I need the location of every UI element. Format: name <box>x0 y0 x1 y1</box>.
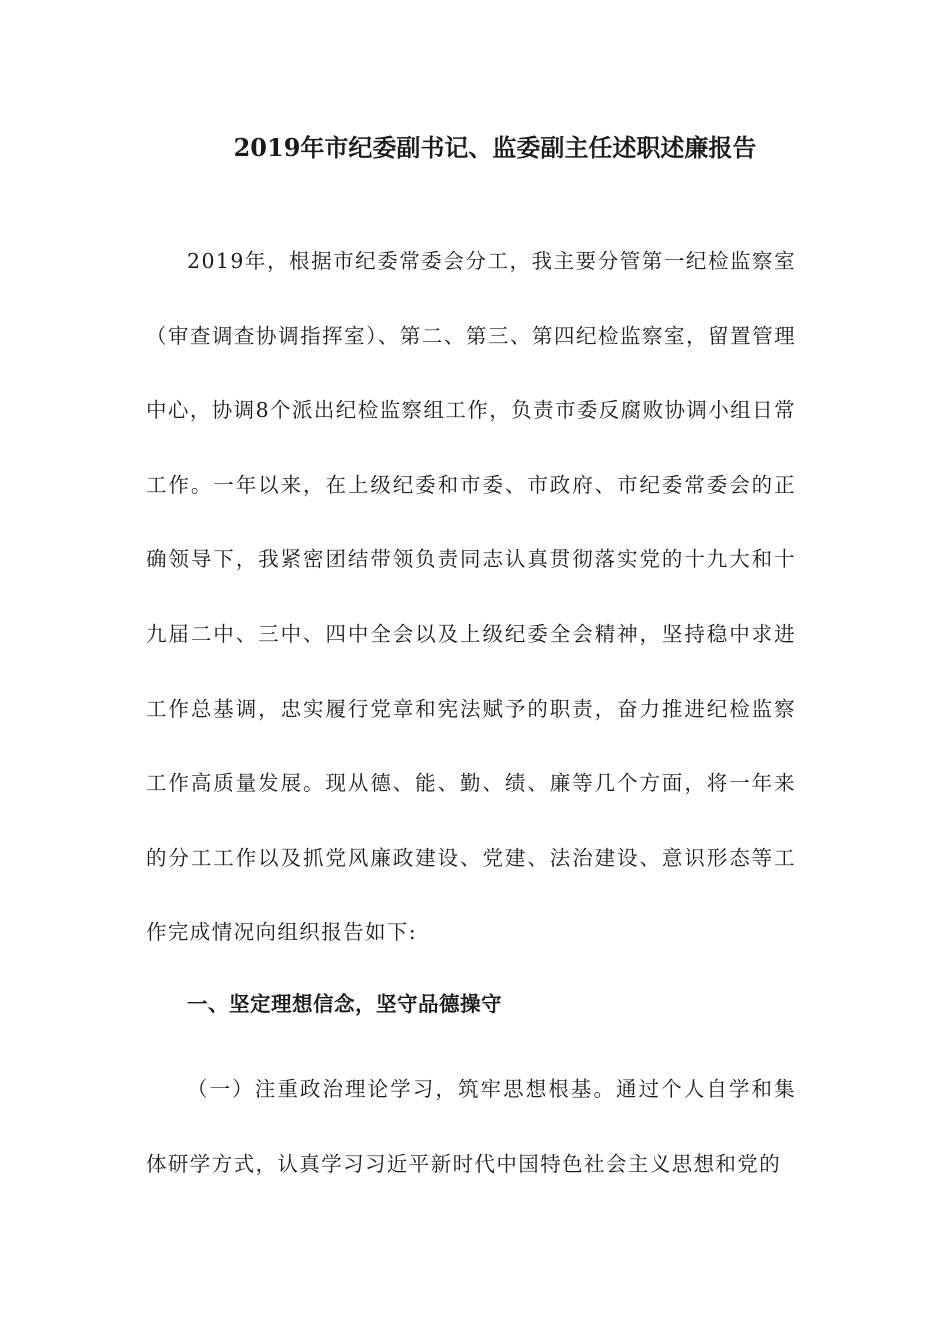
paragraph-intro: 2019年，根据市纪委常委会分工，我主要分管第一纪检监察室（审查调查协调指挥室）、第二、第三、第四纪检监察室，留置管理中心，协调8个派出纪检监察组工作，负责市委反腐败协调小组日常工作。一年以来，在上级纪委和市委、市政府、市纪委常委会的正确领导下，我紧密团结带领负责同志认真贯彻落实党的十九大和十九届二中、三中、四中全会以及上级纪委全会精神，坚持稳中求进工作总基调，忠实履行党章和宪法赋予的职责，奋力推进纪检监察工作高质量发展。现从德、能、勤、绩、廉等几个方面，将一年来的分工工作以及抓党风廉政建设、党建、法治建设、意识形态等工作完成情况向组织报告如下: <box>146 249 796 945</box>
document-title: 2019年市纪委副书记、监委副主任述职述廉报告 <box>233 133 757 162</box>
paragraph-study: （一）注重政治理论学习，筑牢思想根基。通过个人自学和集体研学方式，认真学习习近平新时代中国特色社会主义思想和党的 <box>146 1077 796 1176</box>
section-heading-1: 一、坚定理想信念，坚守品德操守 <box>187 992 502 1016</box>
